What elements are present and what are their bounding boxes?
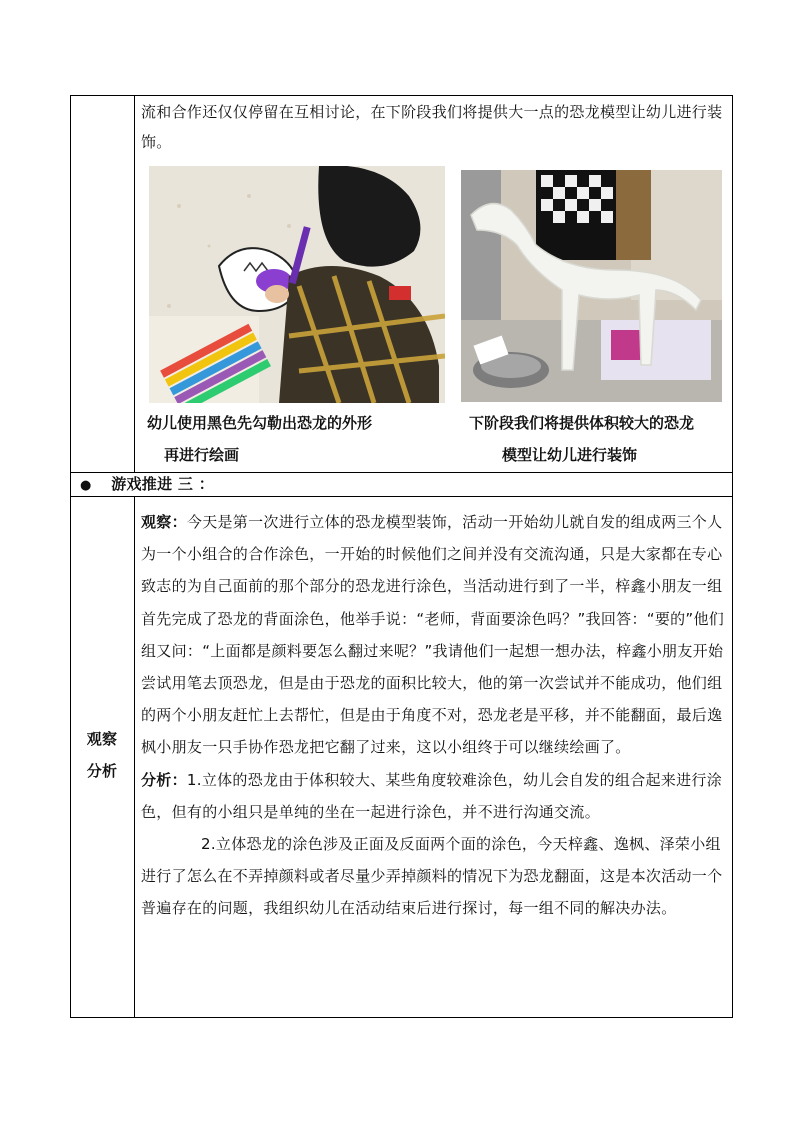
caption-photo-2-line-2: 模型让幼儿进行装饰	[502, 446, 638, 464]
photo-dinosaur-model	[461, 170, 722, 402]
table-border-bottom	[70, 1017, 733, 1018]
analysis-point-2: 2.立体恐龙的涂色涉及正面及反面两个面的涂色，今天梓鑫、逸枫、泽荣小组进行了怎么在不弄掉颜料或者尽量少弄掉颜料的情况下为恐龙翻面，这是本次活动一个普遍存在的问题，我组织幼儿在活动结束后进行探讨，每一组不同的解决办法。	[141, 835, 723, 918]
caption-photo-1-line-1: 幼儿使用黑色先勾勒出恐龙的外形	[147, 414, 373, 432]
column-divider-bottom	[134, 496, 135, 1018]
bullet-icon: ●	[80, 478, 92, 493]
intro-paragraph	[141, 97, 727, 157]
analysis-point-1: 1.立体的恐龙由于体积较大、某些角度较难涂色，幼儿会自发的组合起来进行涂色，但有的小组只是单纯的坐在一起进行涂色，并不进行沟通交流。	[141, 770, 723, 821]
photo-child-drawing-image	[149, 166, 445, 403]
section-header	[80, 470, 720, 500]
photo-child-drawing	[149, 166, 445, 403]
photo-dinosaur-model-image	[461, 170, 722, 402]
label-line-1: 观察	[86, 730, 118, 748]
analysis-paragraph-2	[141, 828, 727, 925]
analysis-label: 分析：	[141, 770, 187, 789]
table-border-right	[732, 95, 733, 1018]
analysis-paragraph-1	[141, 764, 727, 828]
table-border-top	[70, 95, 733, 96]
label-line-2: 分析	[86, 762, 118, 780]
caption-photo-2-line-1: 下阶段我们将提供体积较大的恐龙	[469, 414, 695, 432]
record-table	[70, 95, 733, 1018]
observation-analysis-content	[141, 506, 727, 925]
column-divider-top	[134, 95, 135, 472]
table-border-left	[70, 95, 71, 1018]
caption-photo-1-line-2: 再进行绘画	[164, 446, 240, 464]
observation-paragraph	[141, 506, 727, 764]
observation-analysis-label	[70, 723, 134, 787]
observation-label: 观察：	[141, 513, 187, 531]
section-title: 游戏推进 三 ：	[111, 475, 215, 493]
intro-text: 流和合作还仅仅停留在互相讨论，在下阶段我们将提供大一点的恐龙模型让幼儿进行装饰。	[141, 103, 723, 151]
observation-text: 今天是第一次进行立体的恐龙模型装饰，活动一开始幼儿就自发的组成两三个人为一个小组合的合作涂色，一开始的时候他们之间并没有交流沟通，只是大家都在专心致志的为自己面前的那个部分的恐龙进行涂色，当活动进行到了一半，梓鑫小朋友一组首先完成了恐龙的背面涂色，他举手说：“老师，背面要涂色吗？”我回答：“要的”他们组又问：“上面都是颜料要怎么翻过来呢？”我请他们一起想一想办法，梓鑫小朋友开始尝试用笔去顶恐龙，但是由于恐龙的面积比较大，他的第一次尝试并不能成功，他们组的两个小朋友赶忙上去帮忙，但是由于角度不对，恐龙老是平移，并不能翻面，最后逸枫小朋友一只手协作恐龙把它翻了过来，这以小组终于可以继续绘画了。	[141, 513, 725, 757]
